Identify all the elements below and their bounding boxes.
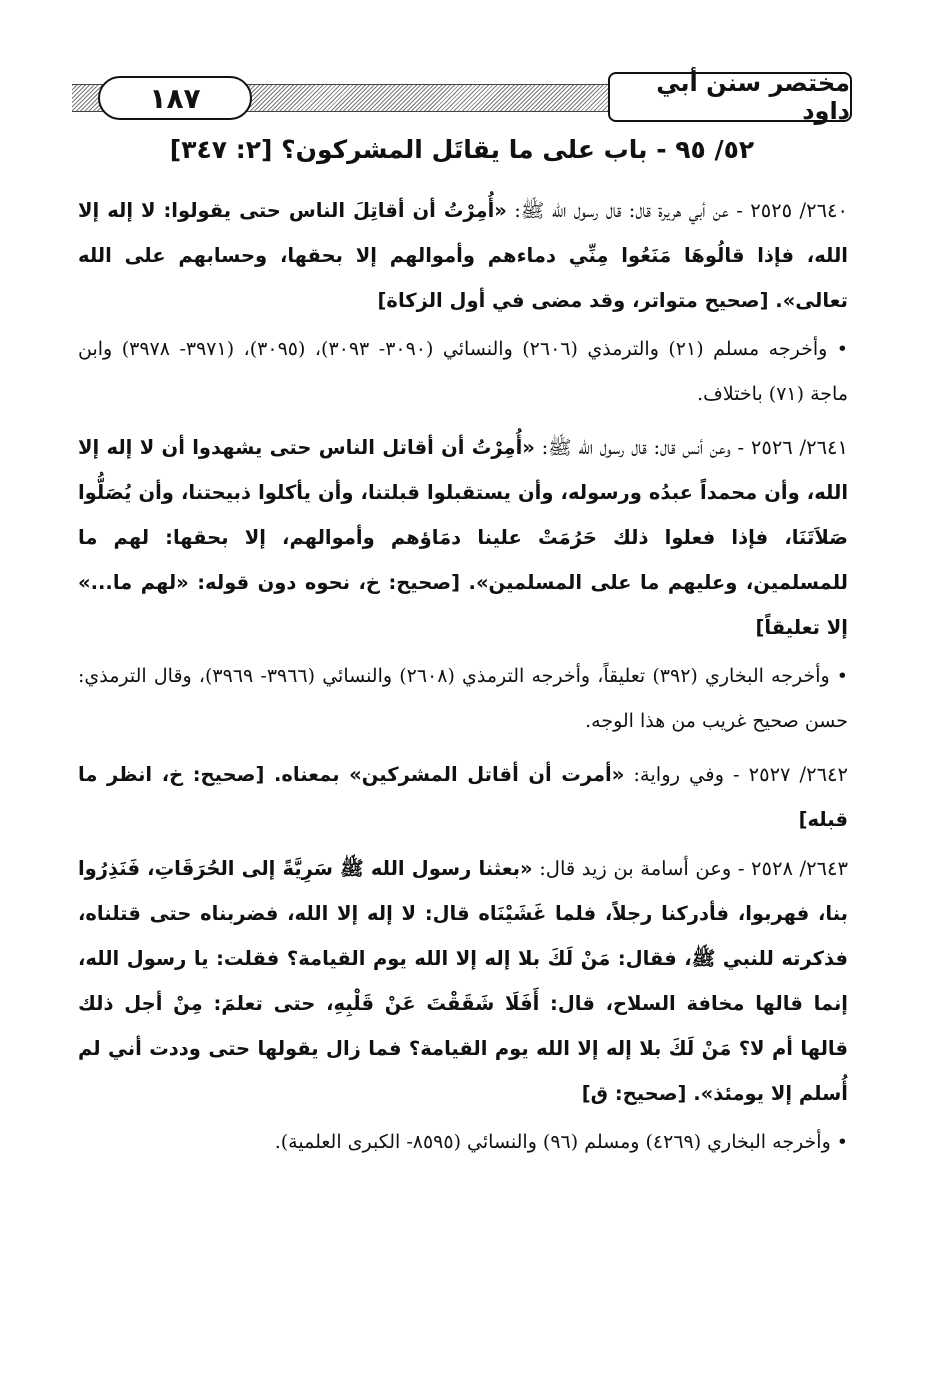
hadith-text: «أمرت أن أقاتل المشركين» بمعناه. — [273, 763, 625, 786]
page-number: ١٨٧ — [98, 76, 252, 120]
hadith-isnad: - وعن أسامة بن زيد قال: — [532, 857, 752, 880]
hadith-number: ٢٦٤٠/ ٢٥٢٥ — [750, 199, 848, 222]
hadith-text: «بعثنا رسول الله ﷺ سَرِيَّةً إلى الحُرَقَاتِ، فَنَذِرُوا بنا، فهربوا، فأدركنا رجلاً، فلما غَشَيْنَاه قال: لا إله إلا الله، فضربناه حتى قتلناه، فذكرته للنبي ﷺ، فقال: مَنْ لَكَ بلا إله إلا الله يوم القيامة؟ فقلت: يا رسول الله، إنما قالها مخافة السلاح، قال: أَفَلَا شَقَقْتَ عَنْ قَلْبِهِ، حتى تعلمَ: مِنْ أجل ذلك قالها أم لا؟ مَنْ لَكَ بلا إله إلا الله يوم القيامة؟ فما زال يقولها حتى وددت أني لم أُسلم إلا يومئذ». — [78, 857, 848, 1105]
hadith-grade: [صحيح: خ، نحوه دون قوله: «لهم ما...» إلا تعليقاً] — [78, 571, 848, 639]
hadith-note: • وأخرجه البخاري (٣٩٢) تعليقاً، وأخرجه الترمذي (٢٦٠٨) والنسائي (٣٩٦٦- ٣٩٦٩)، وقال الترمذي: حسن صحيح غريب من هذا الوجه. — [78, 665, 849, 732]
hadith-isnad: - عن أبي هريرة قال: قال رسول الله ﷺ: — [506, 199, 751, 222]
hadith-isnad: - وعن أنس قال: قال رسول الله ﷺ: — [534, 436, 751, 459]
page-header — [72, 69, 852, 125]
page-body — [78, 188, 848, 1173]
hadith-2642 — [78, 752, 848, 842]
hadith-grade: [صحيح: ق] — [581, 1082, 694, 1105]
chapter-title: ٥٢/ ٩٥ - باب على ما يقاتَل المشركون؟ [٢: ٣٤٧] — [169, 135, 755, 164]
hadith-isnad: - وفي رواية: — [624, 763, 749, 786]
hadith-number: ٢٦٤٣/ ٢٥٢٨ — [751, 857, 848, 880]
hadith-2641 — [78, 425, 848, 650]
hadith-number: ٢٦٤١/ ٢٥٢٦ — [750, 436, 849, 459]
hadith-2640 — [78, 188, 848, 323]
hadith-number: ٢٦٤٢/ ٢٥٢٧ — [748, 763, 849, 786]
hadith-note: • وأخرجه البخاري (٤٢٦٩) ومسلم (٩٦) والنسائي (٨٥٩٥- الكبرى العلمية). — [274, 1131, 848, 1153]
hadith-2643 — [78, 846, 848, 1116]
hadith-text: «أُمِرْتُ أن أقاتِلَ الناس حتى يقولوا: لا إله إلا الله، فإذا قالُوهَا مَنَعُوا مِنِّي دماءهم وأموالهم إلا بحقها، وحسابهم على الله تعالى». — [78, 199, 848, 312]
hadith-text: «أُمِرْتُ أن أقاتل الناس حتى يشهدوا أن لا إله إلا الله، وأن محمداً عبدُه ورسوله، وأن يستقبلوا قبلتنا، وأن يأكلوا ذبيحتنا، وأن يُصَلُّوا صَلاَتَنَا، فإذا فعلوا ذلك حَرُمَتْ علينا دمَاؤهم وأموالهم، إلا بحقها: لهم ما للمسلمين، وعليهم ما على المسلمين». — [78, 436, 848, 594]
book-title: مختصر سنن أبي داود — [608, 72, 852, 122]
hadith-grade: [صحيح متواتر، وقد مضى في أول الزكاة] — [377, 289, 776, 312]
hadith-grade: [صحيح: خ، انظر ما قبله] — [78, 763, 848, 831]
hadith-note: • وأخرجه مسلم (٢١) والترمذي (٢٦٠٦) والنسائي (٣٠٩٠- ٣٠٩٣)، (٣٠٩٥)، (٣٩٧١- ٣٩٧٨) وابن ماجة (٧١) باختلاف. — [78, 338, 848, 405]
